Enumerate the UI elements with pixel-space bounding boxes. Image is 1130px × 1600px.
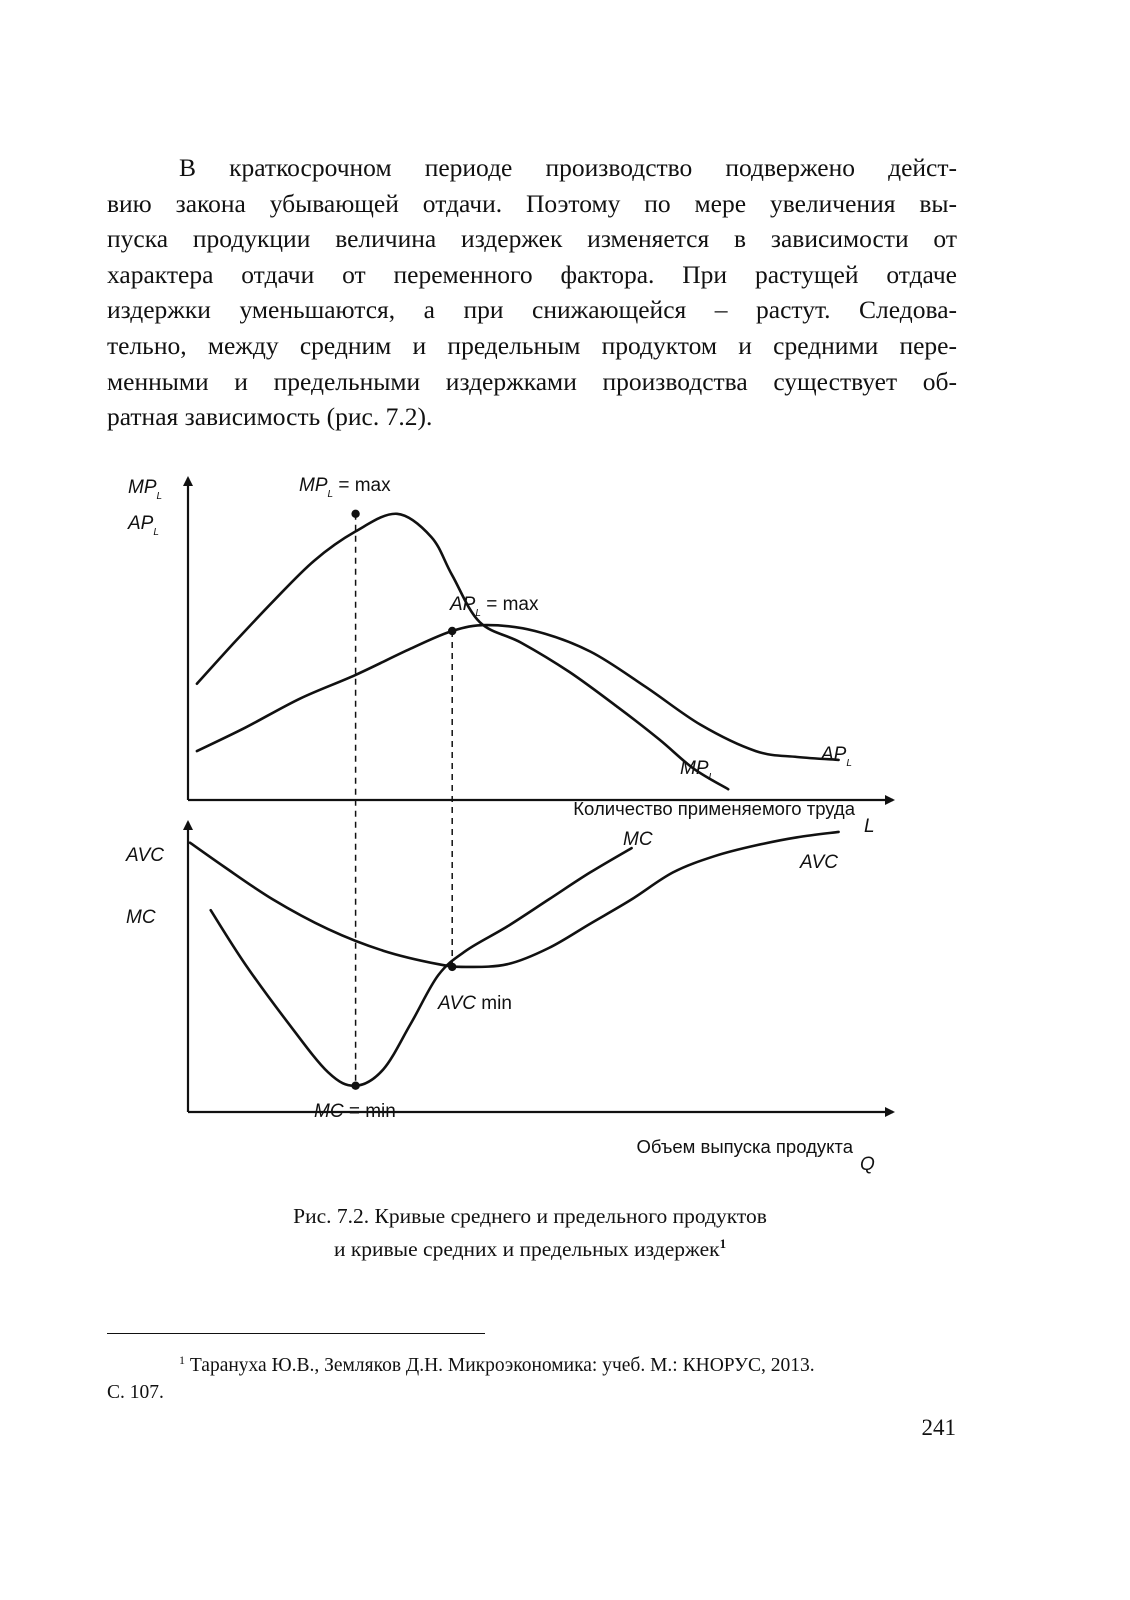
series-subscript: L [708,771,715,783]
page-number: 241 [921,1415,956,1440]
caption-line-2-text: и кривые средних и предельных издержек [333,1237,720,1261]
ylabel-subscript: L [153,526,159,538]
annotation-suffix: = min [343,1101,396,1122]
footnote-line-1 [107,1347,957,1379]
y-axis-label [128,477,162,502]
x-axis-title: Количество применяемого труда [573,798,855,819]
caption-line-1: Рис. 7.2. Кривые среднего и предельного продуктов [293,1204,767,1228]
x-axis-symbol: Q [860,1154,875,1175]
series-subscript: L [846,757,852,769]
ylabel-text: AP [128,513,154,534]
series-name: MP [680,758,709,779]
annotation-suffix: = max [333,475,391,496]
series-name: AVC [800,852,839,873]
annotation-text [314,1101,396,1122]
annotation-text [437,993,512,1014]
series-label-avc [799,852,838,873]
annotation-label: AVC [438,993,477,1014]
annotation-label: AP [450,594,476,615]
annotation-text [299,475,391,500]
paragraph-line: В краткосрочном периоде производство подвержено дейст- [179,153,957,182]
series-name: AP [821,744,847,765]
footnote [107,1347,957,1406]
x-axis-symbol-label [864,816,875,837]
top-chart [127,475,893,837]
series-line-mp [197,514,728,789]
caption-line-2 [0,1230,1060,1263]
caption-footnote-mark: 1 [719,1236,727,1251]
footnote-divider [107,1333,485,1334]
paragraph-line: менными и предельными издержками производства существует об- [107,366,957,396]
x-axis-symbol: L [864,816,875,837]
y-axis-label [125,845,164,866]
annotation-text [449,594,539,619]
paragraph-line: издержки уменьшаются, а при снижающейся – растут. Следова- [107,295,957,325]
series-label-ap [820,744,852,769]
x-axis-title: Объем выпуска продукта [636,1136,853,1157]
annotation-subscript: L [475,607,481,619]
paragraph-line: тельно, между средним и предельным продуктом и средними пере- [107,330,957,360]
ylabel-text: MC [126,907,156,928]
annotation-suffix: = max [480,594,539,615]
annotation-point [351,1082,359,1090]
annotation-label: MC [314,1101,344,1122]
series-label-mp [680,758,714,783]
annotation-suffix: min [476,993,512,1014]
figure-7-2 [0,460,1000,1180]
x-axis-symbol-label [860,1154,875,1175]
footnote-line-2: С. 107. [107,1382,164,1403]
series-name: MC [623,829,653,850]
annotation-subscript: L [327,488,334,500]
paragraph-line: характера отдачи от переменного фактора. При растущей отдаче [107,259,957,289]
ylabel-text: AVC [126,845,165,866]
series-line-mc [211,848,632,1086]
ylabel-subscript: L [156,490,163,502]
y-axis-label [126,907,156,928]
y-axis-label [127,513,159,538]
footnote-mark: 1 [179,1353,185,1367]
paragraph-line: ратная зависимость (рис. 7.2). [107,402,433,432]
figure-caption [0,1203,1060,1263]
paragraph-line: вию закона убывающей отдачи. Поэтому по мере увеличения вы- [107,188,957,218]
series-label-mc [623,829,653,850]
ylabel-text: MP [128,477,157,498]
paragraph-line: пуска продукции величина издержек изменяется в зависимости от [107,224,957,254]
series-line-avc [190,832,839,967]
bottom-chart [125,822,893,1175]
body-paragraph [107,150,957,435]
series-line-ap [197,625,839,760]
footnote-citation: Тарануха Ю.В., Земляков Д.Н. Микроэкономика: учеб. М.: КНОРУС, 2013. [189,1355,815,1376]
annotation-label: MP [299,475,328,496]
